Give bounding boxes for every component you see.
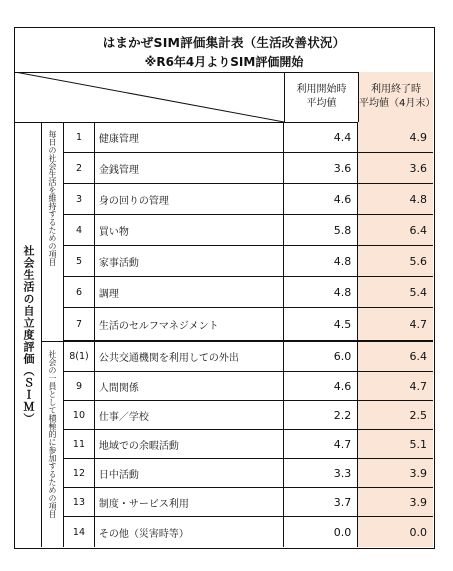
end-average-value: 6.4 <box>358 215 433 245</box>
header-end-line2: 平均値（4月末） <box>359 98 436 109</box>
end-average-value: 3.9 <box>358 488 433 516</box>
start-average-value: 0.0 <box>284 517 358 547</box>
end-average-value: 2.5 <box>358 401 433 429</box>
start-average-value: 4.6 <box>284 372 358 400</box>
table-row <box>64 153 433 184</box>
end-average-value: 4.7 <box>358 308 433 340</box>
table-row <box>64 308 433 341</box>
start-average-value: 5.8 <box>284 215 358 245</box>
header-start-line2: 平均値 <box>306 98 337 109</box>
table-row <box>64 341 433 372</box>
table-row <box>64 372 433 401</box>
table-subtitle: ※R6年4月よりSIM評価開始 <box>144 55 304 69</box>
header-start-line1: 利用開始時 <box>296 84 347 95</box>
item-number: 9 <box>64 372 95 400</box>
start-average-value: 3.3 <box>284 459 358 487</box>
header-start-average <box>284 72 358 122</box>
item-number: 2 <box>64 153 95 183</box>
item-name: 生活のセルフマネジメント <box>95 308 284 340</box>
table-row <box>64 122 433 153</box>
item-name: 健康管理 <box>95 122 284 152</box>
end-average-value: 4.9 <box>358 122 433 152</box>
item-number: 8(1) <box>64 342 95 371</box>
end-average-value: 6.4 <box>358 342 433 371</box>
diagonal-line <box>15 72 284 122</box>
table-row <box>64 215 433 246</box>
sim-evaluation-table <box>14 27 435 549</box>
main-category-cell <box>15 122 42 547</box>
item-name: 仕事／学校 <box>95 401 284 429</box>
item-number: 6 <box>64 277 95 307</box>
end-average-value: 4.7 <box>358 372 433 400</box>
item-number: 3 <box>64 184 95 214</box>
header-end-line1: 利用終了時 <box>371 84 421 95</box>
start-average-value: 4.7 <box>284 430 358 458</box>
end-average-value: 0.0 <box>358 517 433 547</box>
table-row <box>64 517 433 547</box>
start-average-value: 2.2 <box>284 401 358 429</box>
item-name: 制度・サービス利用 <box>95 488 284 516</box>
table-row <box>64 488 433 517</box>
table-row <box>64 184 433 215</box>
item-name: 買い物 <box>95 215 284 245</box>
item-name: 調理 <box>95 277 284 307</box>
start-average-value: 3.6 <box>284 153 358 183</box>
item-name: 金銭管理 <box>95 153 284 183</box>
item-name: 公共交通機関を利用しての外出 <box>95 342 284 371</box>
table-row <box>64 246 433 277</box>
end-average-value: 3.9 <box>358 459 433 487</box>
main-category-label: 社会生活の自立度評価（ＳＩＭ） <box>22 244 35 425</box>
start-average-value: 3.7 <box>284 488 358 516</box>
item-number: 4 <box>64 215 95 245</box>
start-average-value: 4.8 <box>284 277 358 307</box>
start-average-value: 4.4 <box>284 122 358 152</box>
item-number: 12 <box>64 459 95 487</box>
item-name: 地域での余暇活動 <box>95 430 284 458</box>
item-name: 家事活動 <box>95 246 284 276</box>
item-name: その他（災害時等） <box>95 517 284 547</box>
table-row <box>64 459 433 488</box>
start-average-value: 4.8 <box>284 246 358 276</box>
group-daily-label: 毎日の社会生活を維持するための項目 <box>48 130 57 266</box>
item-number: 14 <box>64 517 95 547</box>
table-row <box>64 277 433 308</box>
start-average-value: 4.6 <box>284 184 358 214</box>
item-number: 1 <box>64 122 95 152</box>
table-title: はまかぜSIM評価集計表（生活改善状況） <box>102 35 346 50</box>
item-number: 5 <box>64 246 95 276</box>
item-name: 身の回りの管理 <box>95 184 284 214</box>
end-average-value: 5.1 <box>358 430 433 458</box>
item-number: 10 <box>64 401 95 429</box>
item-number: 13 <box>64 488 95 516</box>
start-average-value: 6.0 <box>284 342 358 371</box>
group-social-cell <box>42 341 64 547</box>
table-row <box>64 401 433 430</box>
end-average-value: 3.6 <box>358 153 433 183</box>
header-diagonal-cell <box>15 72 284 122</box>
group-daily-cell <box>42 122 64 341</box>
end-average-value: 5.6 <box>358 246 433 276</box>
group-social-label: 社会の一員として積極的に参加するための項目 <box>48 350 57 518</box>
end-average-value: 4.8 <box>358 184 433 214</box>
table-title-block <box>15 28 433 73</box>
item-number: 11 <box>64 430 95 458</box>
start-average-value: 4.5 <box>284 308 358 340</box>
item-name: 日中活動 <box>95 459 284 487</box>
item-name: 人間関係 <box>95 372 284 400</box>
table-row <box>64 430 433 459</box>
item-number: 7 <box>64 308 95 340</box>
end-average-value: 5.4 <box>358 277 433 307</box>
header-end-average <box>358 72 436 122</box>
